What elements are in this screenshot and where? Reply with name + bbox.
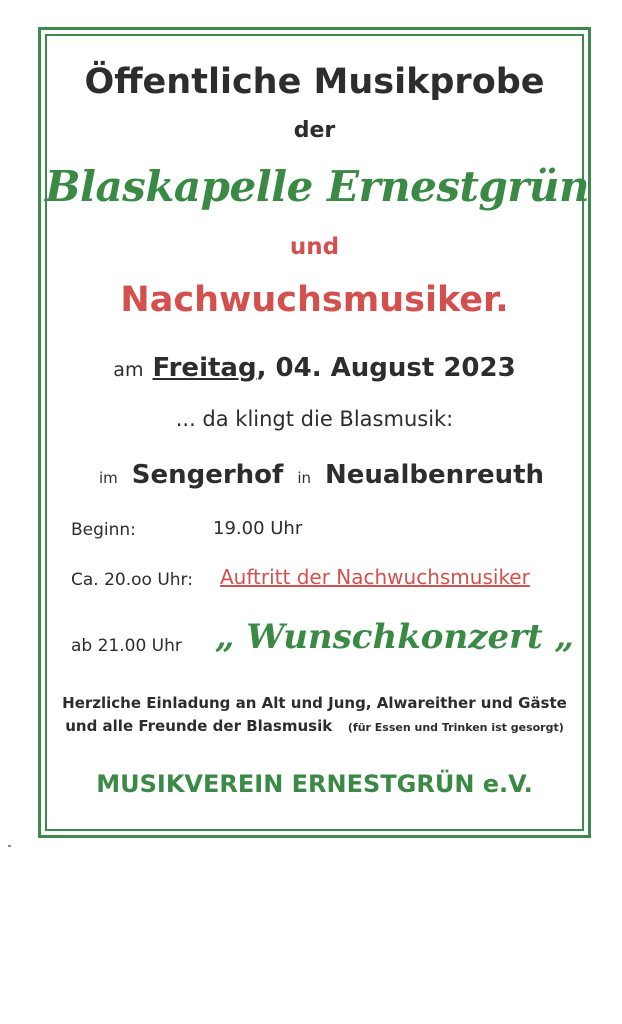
- schedule-value-concert: „ Wunschkonzert „: [215, 617, 575, 657]
- poster-und: und: [289, 234, 340, 260]
- young-musicians-heading: Nachwuchsmusiker.: [120, 280, 509, 320]
- event-date: [45, 353, 584, 383]
- scan-speck: [8, 845, 11, 847]
- invitation-line-1: Herzliche Einladung an Alt und Jung, Alwareither und Gäste: [62, 694, 567, 712]
- poster-der: der: [293, 118, 336, 143]
- venue-place: Sengerhof: [131, 460, 284, 490]
- organizer-name: MUSIKVEREIN ERNESTGRÜN e.V.: [96, 770, 533, 798]
- venue-in: in: [297, 469, 312, 487]
- schedule-label-concert: ab 21.00 Uhr: [71, 636, 182, 656]
- schedule-label-start: Beginn:: [71, 520, 136, 540]
- schedule-value-youth: Auftritt der Nachwuchsmusiker: [220, 565, 530, 589]
- invitation-line-2-text: und alle Freunde der Blasmusik: [65, 717, 333, 735]
- band-name: Blaskapelle Ernestgrün: [45, 162, 589, 211]
- invitation-line-2: [45, 715, 584, 739]
- venue-im: im: [98, 469, 118, 487]
- date-day: Freitag: [152, 353, 257, 383]
- venue-town: Neualbenreuth: [325, 460, 545, 490]
- tagline: ... da klingt die Blasmusik:: [175, 407, 454, 431]
- schedule-value-start: 19.00 Uhr: [213, 518, 303, 539]
- venue: [45, 460, 584, 490]
- schedule-label-youth: Ca. 20.oo Uhr:: [71, 570, 193, 590]
- poster-title: Öffentliche Musikprobe: [84, 62, 545, 102]
- date-rest: , 04. August 2023: [256, 353, 516, 383]
- date-am: am: [113, 359, 144, 381]
- invitation-text: [45, 692, 584, 739]
- invitation-note: (für Essen und Trinken ist gesorgt): [347, 721, 564, 734]
